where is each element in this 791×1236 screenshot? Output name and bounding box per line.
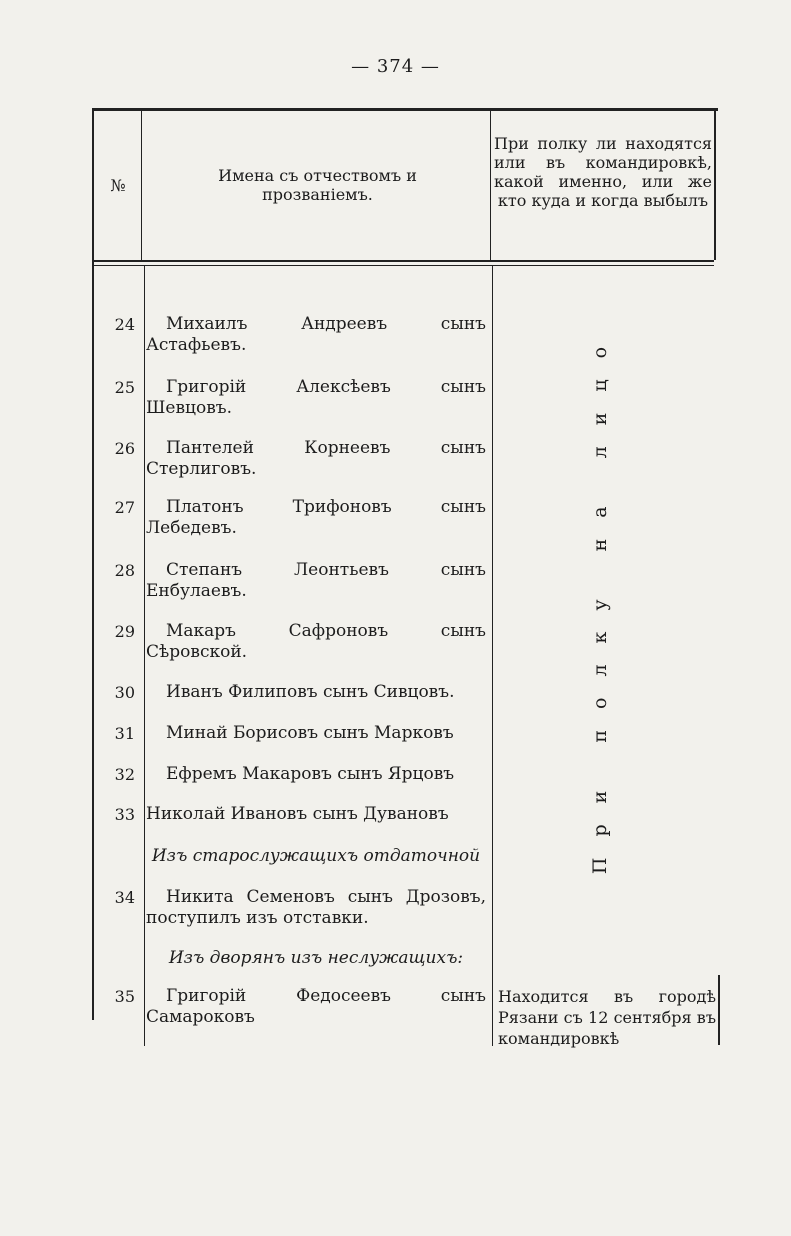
row-number: 33 bbox=[114, 805, 135, 824]
header-number: № bbox=[110, 176, 126, 195]
row-number: 32 bbox=[114, 765, 135, 784]
header-bottom-rule bbox=[92, 260, 714, 262]
column-rule-2 bbox=[490, 110, 491, 260]
row-number: 29 bbox=[114, 622, 135, 641]
header-status: При полку ли находятся или въ командировкѣ, какой именно, или же кто куда и когда выбылъ bbox=[494, 134, 712, 210]
vertical-status-note bbox=[580, 325, 620, 875]
row-number: 27 bbox=[114, 498, 135, 517]
row-name: Михаилъ Андреевъ сынъ Астафьевъ. bbox=[146, 314, 486, 355]
row-name: Степанъ Леонтьевъ сынъ Енбулаевъ. bbox=[146, 560, 486, 601]
row-name: Григорій Алексѣевъ сынъ Шевцовъ. bbox=[146, 377, 486, 418]
row-number: 34 bbox=[114, 888, 135, 907]
row-name: Минай Борисовъ сынъ Марковъ bbox=[166, 723, 454, 743]
row-name: Ефремъ Макаровъ сынъ Ярцовъ bbox=[166, 764, 455, 784]
column-rule-1-body bbox=[144, 266, 145, 1046]
vertical-status-text: При полку на лицо bbox=[589, 325, 611, 875]
row-35-status: Находится въ городѣ Рязани съ 12 сентября въ командировкѣ bbox=[498, 987, 716, 1048]
row-name: Григорій Федосеевъ сынъ Самароковъ bbox=[146, 986, 486, 1027]
row-number: 35 bbox=[114, 987, 135, 1006]
section-heading-nobility: Изъ двоpянъ изъ неслужащихъ: bbox=[168, 948, 464, 968]
row-name: Пантелей Корнеевъ сынъ Стерлиговъ. bbox=[146, 438, 486, 479]
row-number: 25 bbox=[114, 378, 135, 397]
table-right-rule bbox=[714, 110, 716, 260]
row-number: 26 bbox=[114, 439, 135, 458]
section-heading-retired: Изъ старослужащихъ отдаточной bbox=[151, 846, 481, 866]
row-name: Николай Ивановъ сынъ Дувановъ bbox=[146, 804, 449, 824]
row-name: Платонъ Трифоновъ сынъ Лебедевъ. bbox=[146, 497, 486, 538]
column-rule-2-body bbox=[492, 266, 493, 1046]
row-number: 24 bbox=[114, 315, 135, 334]
row-name: Макаръ Сафроновъ сынъ Сѣровской. bbox=[146, 621, 486, 662]
header-bottom-rule-2 bbox=[92, 265, 714, 266]
row-number: 30 bbox=[114, 683, 135, 702]
table-right-rule-body bbox=[718, 975, 720, 1045]
column-rule-1 bbox=[141, 110, 142, 260]
table-left-rule bbox=[92, 110, 94, 1020]
page-number: — 374 — bbox=[351, 56, 440, 77]
header-name: Имена съ отчествомъ и прозваніемъ. bbox=[218, 166, 417, 204]
row-name: Никита Семеновъ сынъ Дрозовъ, поступилъ изъ отставки. bbox=[146, 887, 486, 928]
row-name: Иванъ Филиповъ сынъ Сивцовъ. bbox=[166, 682, 455, 702]
row-number: 31 bbox=[114, 724, 135, 743]
row-number: 28 bbox=[114, 561, 135, 580]
table-top-rule bbox=[92, 108, 718, 111]
